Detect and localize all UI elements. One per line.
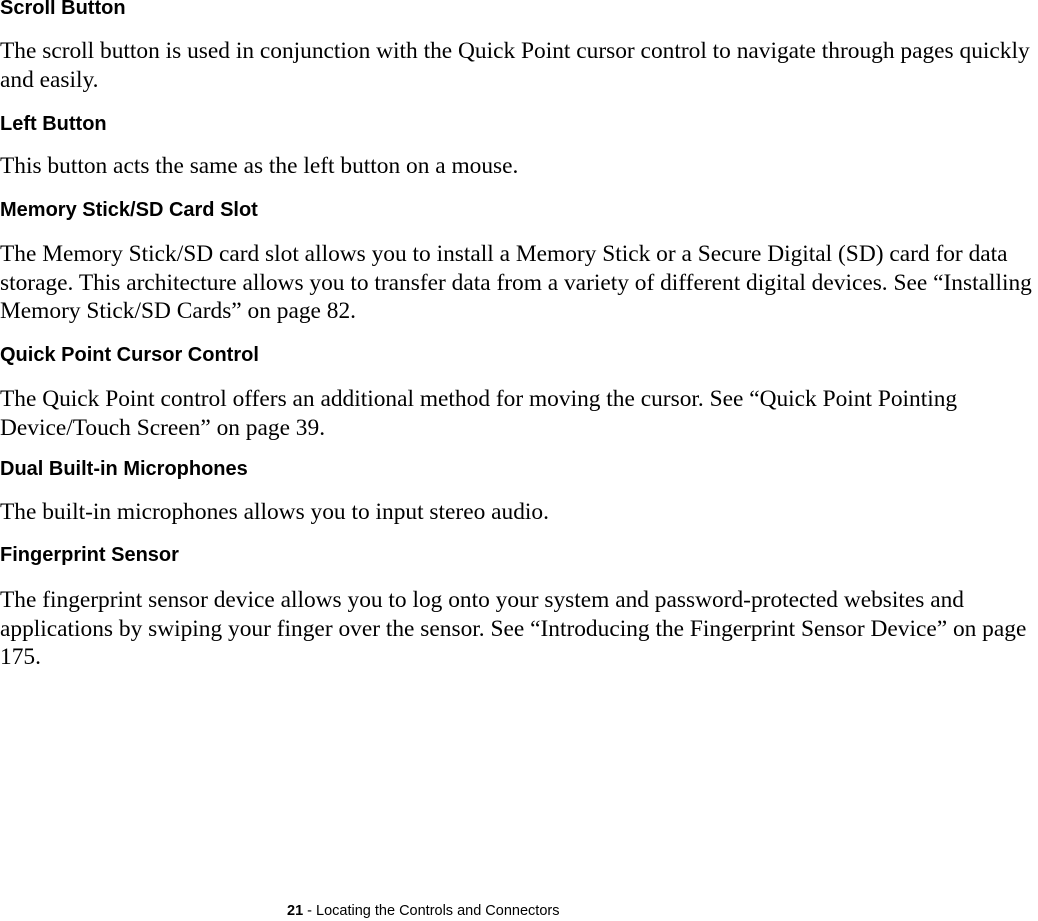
section-body: The built-in microphones allows you to input stereo audio. [0, 499, 549, 525]
section-heading: Dual Built-in Microphones [0, 458, 248, 480]
page-footer [287, 902, 559, 920]
section-scroll-button [0, 0, 1036, 109]
section-dual-built-in-microphones [0, 456, 1036, 542]
section-fingerprint-sensor [0, 542, 1036, 687]
section-heading: Left Button [0, 113, 107, 135]
section-left-button [0, 109, 1036, 197]
section-heading: Scroll Button [0, 0, 126, 19]
section-body: The scroll button is used in conjunction with the Quick Point cursor control to navigate through pages quickly and easily. [0, 38, 1030, 93]
section-quick-point-cursor-control [0, 342, 1036, 456]
section-heading: Fingerprint Sensor [0, 544, 179, 566]
section-body: The Memory Stick/SD card slot allows you to install a Memory Stick or a Secure Digital (SD) card for data storage. This architecture allows you to transfer data from a variety of different digital devices. See “Installing Memory Stick/SD Cards” on page 82. [0, 241, 1032, 324]
section-body: The Quick Point control offers an additional method for moving the cursor. See “Quick Point Pointing Device/Touch Screen” on page 39. [0, 386, 958, 441]
footer-section-title: Locating the Controls and Connectors [316, 903, 560, 919]
section-heading: Quick Point Cursor Control [0, 344, 259, 366]
section-body: The fingerprint sensor device allows you to log onto your system and password-protected websites and applications by swiping your finger over the sensor. See “Introducing the Fingerprint Sensor Device” on page 175. [0, 587, 1027, 670]
footer-separator: - [303, 903, 317, 919]
section-memory-stick-sd-card-slot [0, 197, 1036, 342]
page-number: 21 [287, 903, 304, 919]
section-body: This button acts the same as the left button on a mouse. [0, 153, 519, 179]
section-heading: Memory Stick/SD Card Slot [0, 199, 258, 221]
